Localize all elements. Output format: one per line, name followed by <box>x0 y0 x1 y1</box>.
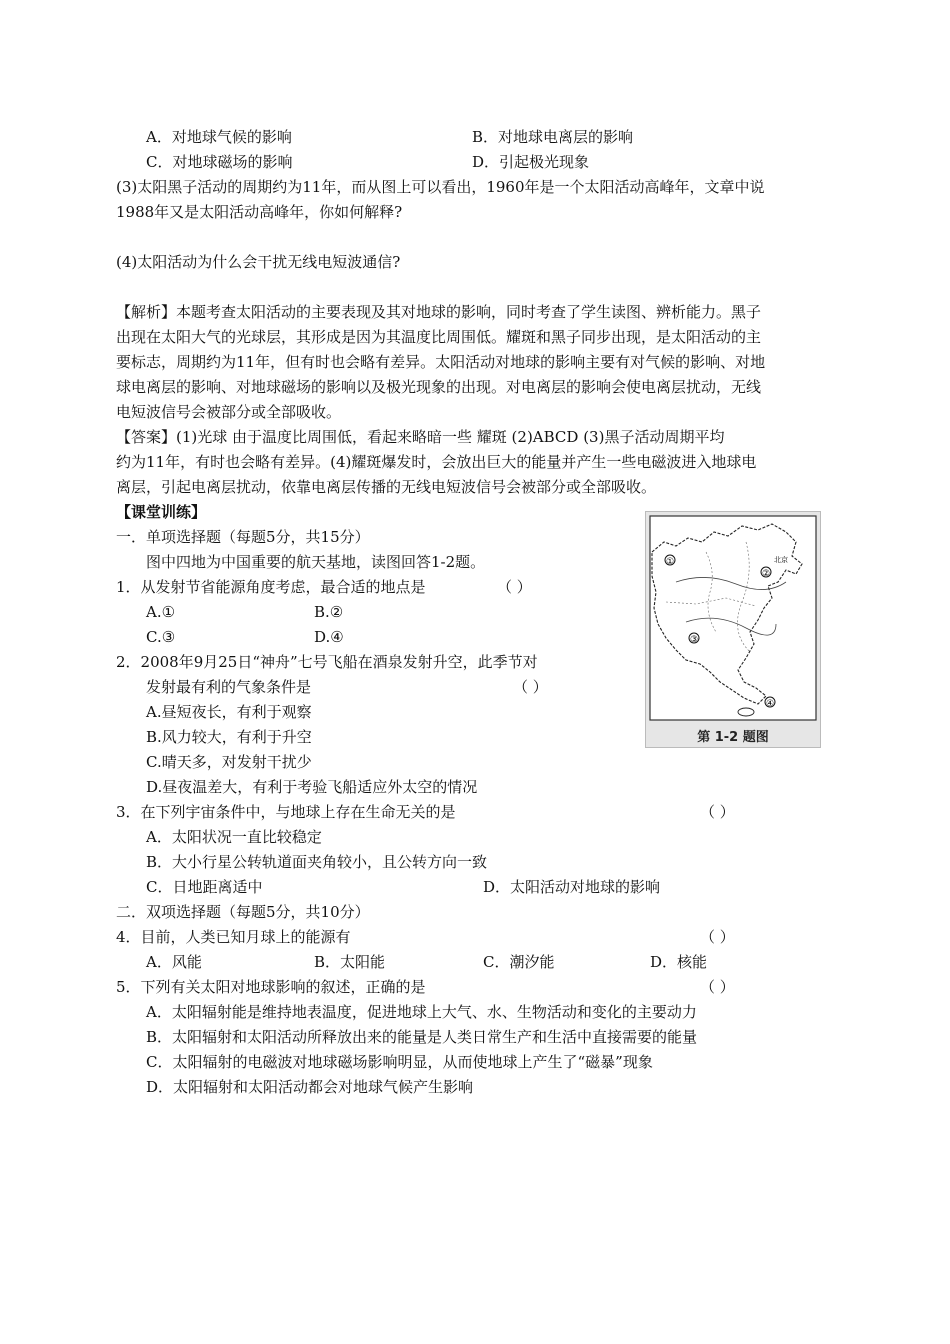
map-marker-2: ② <box>761 569 771 579</box>
q4-option-b: B．太阳能 <box>314 953 386 971</box>
map-marker-3: ③ <box>689 635 699 645</box>
q1-option-d: D.④ <box>314 628 344 646</box>
map-city-label: 北京 <box>774 556 788 564</box>
q2-option-d: D.昼夜温差大，有利于考验飞船适应外太空的情况 <box>146 778 478 796</box>
q2-option-c: C.晴天多，对发射干扰少 <box>146 753 312 771</box>
q4-option-a: A．风能 <box>146 953 202 971</box>
sq3-option-a: A．太阳状况一直比较稳定 <box>146 828 322 846</box>
q4-option-c: C．潮汐能 <box>483 953 555 971</box>
map-marker-4: ④ <box>765 699 775 709</box>
answer-line: 离层，引起电离层扰动，依靠电离层传播的无线电短波信号会被部分或全部吸收。 <box>116 478 657 496</box>
q2-stem-line1: 2．2008年9月25日“神舟”七号飞船在酒泉发射升空，此季节对 <box>116 653 538 671</box>
q4-text: (4)太阳活动为什么会干扰无线电短波通信? <box>116 253 401 271</box>
q2-stem-line2: 发射最有利的气象条件是 <box>146 678 312 696</box>
sq3-option-d: D．太阳活动对地球的影响 <box>483 878 661 896</box>
q1-option-c: C.③ <box>146 628 176 646</box>
sq3-option-b: B．大小行星公转轨道面夹角较小，且公转方向一致 <box>146 853 488 871</box>
section2-title: 二．双项选择题（每题5分，共10分） <box>116 903 370 921</box>
sq3-option-c: C．日地距离适中 <box>146 878 263 896</box>
q5-option-a: A．太阳辐射能是维持地表温度，促进地球上大气、水、生物活动和变化的主要动力 <box>146 1003 697 1021</box>
map-marker-1: ① <box>665 557 675 567</box>
q3-line1: (3)太阳黑子活动的周期约为11年，而从图上可以看出，1960年是一个太阳活动高峰年，文章中说 <box>116 178 765 196</box>
q2-answer-paren: （ ） <box>513 678 548 696</box>
answer-line: 约为11年，有时也会略有差异。(4)耀斑爆发时，会放出巨大的能量并产生一些电磁波进入地球电 <box>116 453 757 471</box>
q1-option-b: B.② <box>314 603 344 621</box>
analysis-line: 【解析】本题考查太阳活动的主要表现及其对地球的影响，同时考查了学生读图、辨析能力。黑子 <box>116 303 762 321</box>
q1-option-a: A.① <box>146 603 176 621</box>
sq3-answer-paren: （ ） <box>700 803 735 821</box>
q5-option-d: D．太阳辐射和太阳活动都会对地球气候产生影响 <box>146 1078 474 1096</box>
section1-title: 一．单项选择题（每题5分，共15分） <box>116 528 370 546</box>
answer-line: 【答案】(1)光球 由于温度比周围低，看起来略暗一些 耀斑 (2)ABCD (3)黑子活动周期平均 <box>116 428 725 446</box>
q4-stem: 4．目前，人类已知月球上的能源有 <box>116 928 351 946</box>
china-launch-sites-map <box>645 511 821 748</box>
q2-option-b: B.风力较大，有利于升空 <box>146 728 312 746</box>
q5-answer-paren: （ ） <box>700 978 735 996</box>
option-d-aurora: D．引起极光现象 <box>472 153 590 171</box>
analysis-line: 要标志，周期约为11年，但有时也会略有差异。太阳活动对地球的影响主要有对气候的影响、对地 <box>116 353 766 371</box>
q5-option-b: B．太阳辐射和太阳活动所释放出来的能量是人类日常生产和生活中直接需要的能量 <box>146 1028 698 1046</box>
q4-option-d: D．核能 <box>650 953 708 971</box>
option-c-magnetic: C．对地球磁场的影响 <box>146 153 293 171</box>
sq3-stem: 3．在下列宇宙条件中，与地球上存在生命无关的是 <box>116 803 456 821</box>
analysis-line: 球电离层的影响、对地球磁场的影响以及极光现象的出现。对电离层的影响会使电离层扰动，无线 <box>116 378 762 396</box>
analysis-line: 出现在太阳大气的光球层，其形成是因为其温度比周围低。耀斑和黑子同步出现，是太阳活动的主 <box>116 328 762 346</box>
q4-answer-paren: （ ） <box>700 928 735 946</box>
option-b-ionosphere: B．对地球电离层的影响 <box>472 128 634 146</box>
q5-stem: 5．下列有关太阳对地球影响的叙述，正确的是 <box>116 978 426 996</box>
map-caption: 第 1-2 题图 <box>697 730 769 745</box>
map-drawing <box>646 512 820 724</box>
q1-answer-paren: （ ） <box>497 578 532 596</box>
analysis-line: 电短波信号会被部分或全部吸收。 <box>116 403 342 421</box>
q1-stem: 1．从发射节省能源角度考虑，最合适的地点是 <box>116 578 426 596</box>
section1-intro: 图中四地为中国重要的航天基地，读图回答1-2题。 <box>146 553 486 571</box>
training-title: 【课堂训练】 <box>116 503 207 521</box>
option-a-climate: A．对地球气候的影响 <box>146 128 292 146</box>
q5-option-c: C．太阳辐射的电磁波对地球磁场影响明显，从而使地球上产生了“磁暴”现象 <box>146 1053 653 1071</box>
q3-line2: 1988年又是太阳活动高峰年，你如何解释? <box>116 203 403 221</box>
q2-option-a: A.昼短夜长，有利于观察 <box>146 703 312 721</box>
